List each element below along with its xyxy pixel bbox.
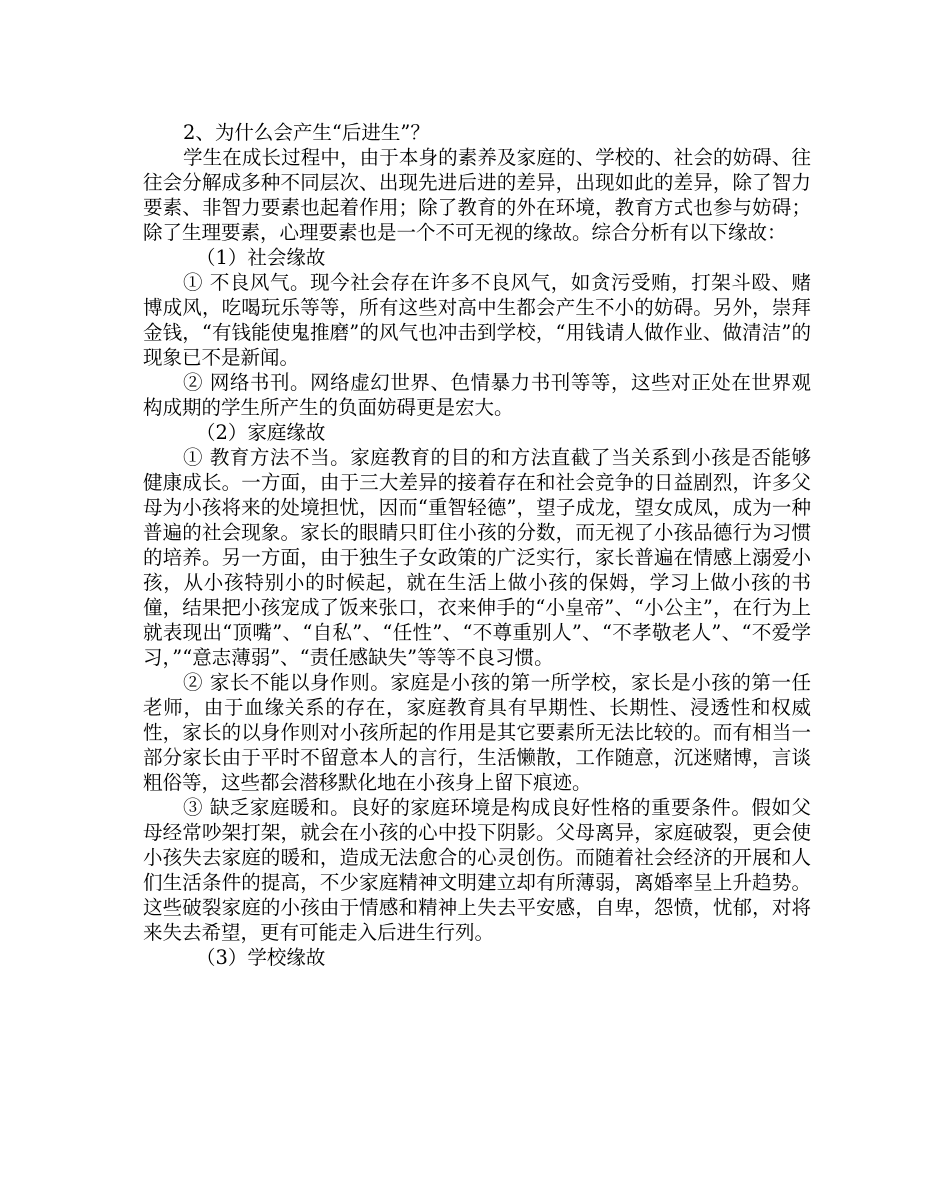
family-warmth-paragraph: ③ 缺乏家庭暖和。良好的家庭环境是构成良好性格的重要条件。假如父母经常吵架打架，就会在小孩的心中投下阴影。父母离异，家庭破裂，更会使小孩失去家庭的暖和，造成无法愈合的心灵创伤。而随着社会经济的开展和人们生活条件的提高，不少家庭精神文明建立却有所薄弱，离婚率呈上升趋势。这些破裂家庭的小孩由于情感和精神上失去平安感，自卑，怨愤，忧郁，对将来失去希望，更有可能走入后进生行列。: [143, 796, 811, 944]
document-body: [143, 120, 811, 970]
bad-social-atmosphere-paragraph: ① 不良风气。现今社会存在许多不良风气，如贪污受贿，打架斗殴、赌博成风，吃喝玩乐等等，所有这些对高中生都会产生不小的妨碍。另外，崇拜金钱，“有钱能使鬼推磨”的风气也冲击到学校，“用钱请人做作业、做清洁”的现象已不是新闻。: [143, 271, 811, 369]
family-reasons-heading: （2）家庭缘故: [196, 421, 326, 444]
school-reasons-heading: （3）学校缘故: [196, 946, 326, 969]
parents-role-model-paragraph: ② 家长不能以身作则。家庭是小孩的第一所学校，家长是小孩的第一任老师，由于血缘关系的存在，家庭教育具有早期性、长期性、浸透性和权威性，家长的以身作则对小孩所起的作用是其它要素所无法比较的。而有相当一部分家长由于平时不留意本人的言行，生活懒散，工作随意，沉迷赌博，言谈粗俗等，这些都会潜移默化地在小孩身上留下痕迹。: [143, 671, 811, 794]
social-reasons-heading: （1）社会缘故: [196, 246, 326, 269]
intro-paragraph: 学生在成长过程中，由于本身的素养及家庭的、学校的、社会的妨碍、往往会分解成多种不同层次、出现先进后进的差异，出现如此的差异，除了智力要素、非智力要素也起着作用；除了教育的外在环境，教育方式也参与妨碍；除了生理要素，心理要素也是一个不可无视的缘故。综合分析有以下缘故：: [143, 146, 811, 244]
internet-books-paragraph: ② 网络书刊。网络虚幻世界、色情暴力书刊等等，这些对正处在世界观构成期的学生所产生的负面妨碍更是宏大。: [143, 371, 811, 419]
section-title: 2、为什么会产生“后进生”？: [183, 121, 430, 144]
improper-education-paragraph: ① 教育方法不当。家庭教育的目的和方法直截了当关系到小孩是否能够健康成长。一方面，由于三大差异的接着存在和社会竞争的日益剧烈，许多父母为小孩将来的处境担忧，因而“重智轻德”，望子成龙，望女成凤，成为一种普遍的社会现象。家长的眼睛只盯住小孩的分数，而无视了小孩品德行为习惯的培养。另一方面，由于独生子女政策的广泛实行，家长普遍在情感上溺爱小孩，从小孩特别小的时候起，就在生活上做小孩的保姆，学习上做小孩的书僮，结果把小孩宠成了饭来张口，衣来伸手的“小皇帝”、“小公主”，在行为上就表现出“顶嘴”、“自私”、“任性”、“不尊重别人”、“不孝敬老人”、“不爱学习，”“意志薄弱”、“责任感缺失”等等不良习惯。: [143, 446, 811, 669]
